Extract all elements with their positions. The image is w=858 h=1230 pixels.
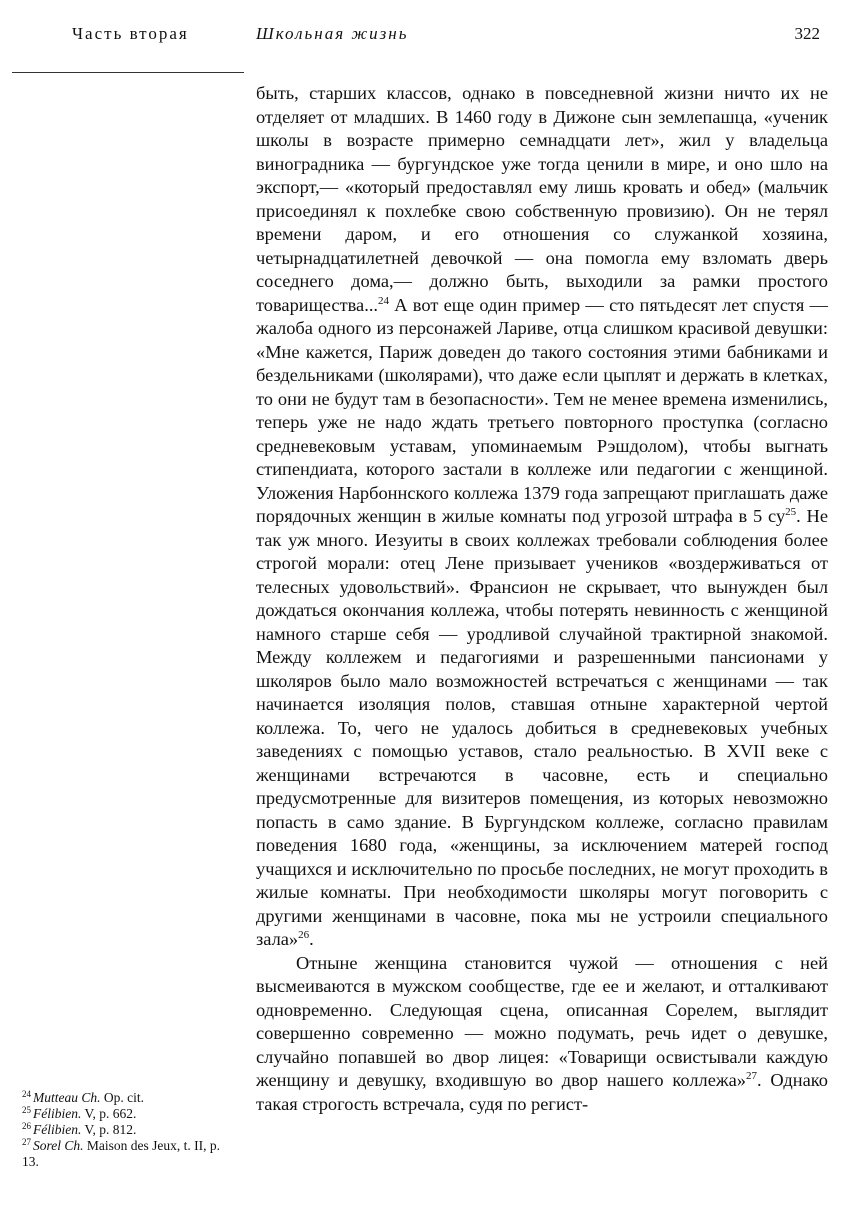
footnote-ref-26: 26 (298, 928, 310, 941)
footnote-24 (22, 1090, 232, 1106)
running-header (0, 24, 858, 54)
chapter-title: Школьная жизнь (256, 24, 409, 43)
paragraph-2 (256, 952, 828, 1117)
footnote-27 (22, 1138, 232, 1170)
paragraph-1-text-1: быть, старших классов, однако в повседневной жизни ничто их не отделяет от младших. В 1460 году в Дижоне сын землепашца, «ученик школы в возрасте примерно семнадцати лет», жил у владельца виноградника — бургундское уже тогда ценили в мире, и оно шло на экспорт,— «который предоставлял ему лишь кровать и обед» (мальчик присоединял к похлебке свою собственную провизию). Он не терял времени даром, и его отношения со служанкой хозяина, четырнадцатилетней девочкой — она помогла ему взломать дверь соседнего дома,— должно быть, выходили за рамки простого товарищества... (256, 83, 828, 315)
footnote-author: Mutteau Ch. (33, 1090, 101, 1105)
footnote-author: Sorel Ch. (33, 1138, 84, 1153)
paragraph-2-text-2: . Однако такая строгость встречала, судя по регист- (256, 1070, 828, 1114)
footnote-26 (22, 1122, 232, 1138)
footnote-reference: Maison des Jeux, t. II, p. 13. (22, 1138, 220, 1169)
footnote-number: 24 (22, 1088, 31, 1099)
paragraph-2-text-1: Отныне женщина становится чужой — отношения с ней высмеиваются в мужском сообществе, где ее и желают, и отталкивают одновременно. Следующая сцена, описанная Сорелем, выглядит совершенно современно — можно подумать, речь идет о девушке, случайно попавшей во двор лицея: «Товарищи освистывали каждую женщину и девушку, входившую во двор нашего коллежа» (256, 952, 828, 1090)
footnotes (22, 1090, 232, 1170)
page-number: 322 (794, 24, 820, 43)
paragraph-1-text-2: А вот еще один пример — сто пятьдесят лет спустя — жалоба одного из персонажей Ларивe, отца слишком красивой девушки: «Мне кажется, Париж доведен до такого состояния этими бабниками и бездельниками (школярами), что даже если цыплят и держать в клетках, то они не будут там в безопасности». Тем не менее времена изменились, теперь уже не надо ждать третьего повторного проступка (согласно средневековым уставам, упоминаемым Рэшдолом), чтобы выгнать стипендиата, которого застали в коллеже или педагогии с женщиной. Уложения Нарбоннского коллежа 1379 года запрещают приглашать даже порядочных женщин в жилые комнаты под угрозой штрафа в 5 су (256, 294, 828, 526)
footnote-reference: V, p. 812. (81, 1122, 137, 1137)
footnote-number: 26 (22, 1120, 31, 1131)
footnote-number: 27 (22, 1136, 31, 1147)
main-text-column (256, 82, 828, 1116)
footnote-ref-25: 25 (785, 505, 797, 518)
footnote-author: Félibien. (33, 1106, 82, 1121)
paragraph-1-text-3: . Не так уж много. Иезуиты в своих коллежах требовали соблюдения более строгой морали: отец Лене призывает учеников «воздерживаться от телесных удовольствий». Франсион не скрывает, что вынужден был дождаться окончания коллежа, чтобы потерять невинность с женщиной намного старше себя — уродливой случайной трактирной знакомой. Между коллежем и педагогиями и разрешенными пансионами у школяров было мало возможностей встречаться с женщинами — так начинается изоляция полов, ставшая отныне характерной чертой коллежа. То, чего не удалось добиться в средневековых учебных заведениях с помощью уставов, стало реальностью. В XVII веке с женщинами встречаются в часовне, есть и специально предусмотренные для визитеров помещения, из которых невозможно попасть в само здание. В Бургундском коллеже, согласно правилам поведения 1680 года, «женщины, за исключением матерей господ учащихся и исключительно по просьбе последних, не могут проходить в жилые комнаты. При необходимости школяры могут поговорить с другими женщинами в часовне, пока мы не устроили специального зала» (256, 506, 829, 949)
footnote-author: Félibien. (33, 1122, 82, 1137)
paragraph-1 (256, 82, 828, 952)
footnote-25 (22, 1106, 232, 1122)
header-rule (12, 72, 244, 73)
footnote-number: 25 (22, 1104, 31, 1115)
paragraph-1-text-4: . (309, 929, 314, 949)
part-label: Часть вторая (72, 24, 189, 43)
footnote-reference: V, p. 662. (81, 1106, 137, 1121)
footnote-reference: Op. cit. (100, 1090, 144, 1105)
footnote-ref-27: 27 (745, 1069, 757, 1082)
footnote-ref-24: 24 (378, 294, 390, 307)
